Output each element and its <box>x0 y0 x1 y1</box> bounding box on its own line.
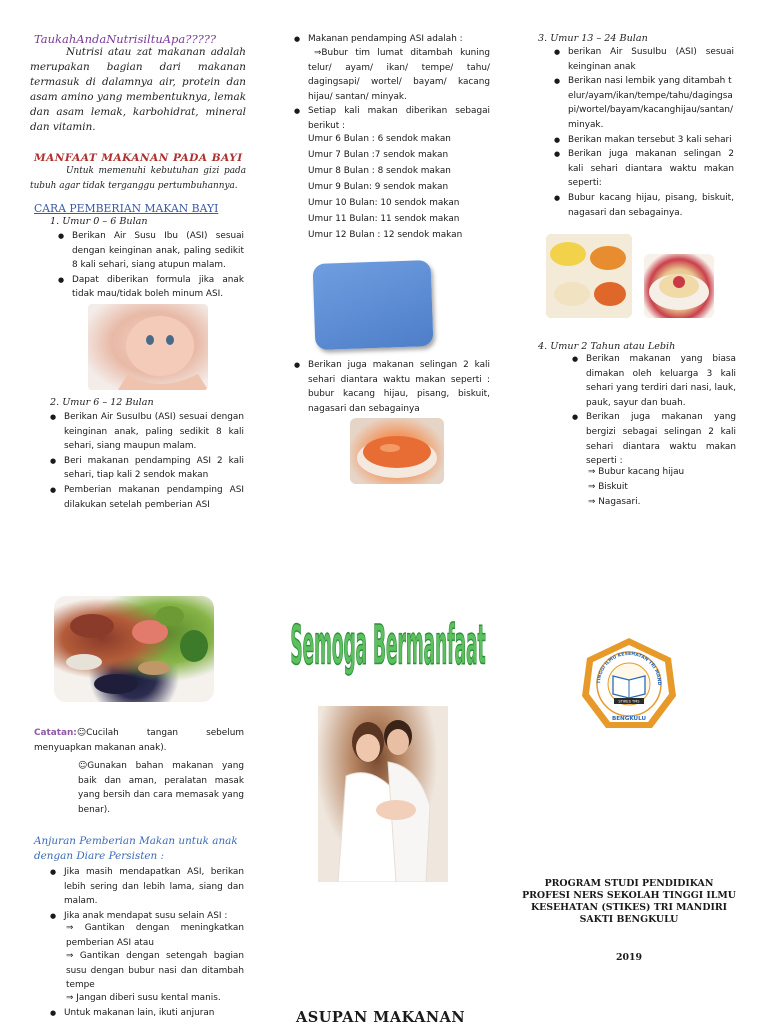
dessert-bowl-photo <box>644 254 714 318</box>
svg-text:STIKES TMS: STIKES TMS <box>618 699 640 704</box>
list-item: ● Pemberian makanan pendamping ASI dilakukan setelah pemberian ASI <box>50 483 244 512</box>
porsi-table <box>308 131 490 243</box>
anjuran-list <box>50 865 244 923</box>
list-item: ● Berikan juga makanan selingan 2 kali sehari diantara waktu makan seperti : bubur kacang hijau, pisang, biskuit, nagasari dan sebagainya <box>294 358 490 416</box>
baby-food-collage-photo <box>546 234 632 318</box>
list-item: ● berikan Air SusuIbu (ASI) sesuai keinginan anak <box>554 45 734 74</box>
catatan-text-2: ☺Gunakan bahan makanan yang baik dan aman, peralatan masak yang bersih dan cara memasak yang benar). <box>78 761 244 815</box>
svg-text:Semoga Bermanfaat: Semoga Bermanfaat <box>290 613 486 678</box>
catatan-text-1: ☺Cucilah tangan sebelum menyuapkan makanan anak). <box>34 728 244 753</box>
catatan-block <box>34 726 244 755</box>
list-item: ● Jika masih mendapatkan ASI, berikan lebih sering dan lebih lama, siang dan malam. <box>50 865 244 909</box>
catatan-label: Catatan: <box>34 728 77 738</box>
list-item: ● Beri makanan pendamping ASI 2 kali sehari, tiap kali 2 sendok makan <box>50 454 244 483</box>
age3-heading: 3. Umur 13 – 24 Bulan <box>538 33 648 44</box>
svg-text:SEKOLAH TINGGI ILMU KESEHATAN: TINGGI ILMU KESEHATAN TRI MAND <box>596 651 662 686</box>
anjuran-sub-3: ⇒ Jangan diberi susu kental manis. <box>66 993 221 1003</box>
year-label: 2019 <box>615 952 643 963</box>
list-item: ● Dapat diberikan formula jika anak tidak mau/tidak boleh minum ASI. <box>58 273 244 302</box>
age4-list <box>572 352 736 469</box>
blue-placeholder-box <box>313 260 434 350</box>
list-item: ● Berikan makan tersebut 3 kali sehari <box>554 133 734 148</box>
age1-heading: 1. Umur 0 – 6 Bulan <box>50 216 148 227</box>
brochure-cover-title: ASUPAN MAKANAN <box>296 1009 466 1024</box>
age4-sub-2: ⇒ Biskuit <box>588 482 628 492</box>
arrow-icon: ⇒ <box>66 923 85 933</box>
list-item: ● Berikan juga makanan yang bergizi sebagai selingan 2 kali sehari diantara waktu makan seperti : <box>572 410 736 468</box>
list-item: Umur 11 Bulan: 11 sendok makan <box>308 214 460 224</box>
list-item: ● Setiap kali makan diberikan sebagai berikut : <box>294 104 490 133</box>
intro-paragraph: Nutrisi atau zat makanan adalah merupakan bagian dari makanan termasuk di dalamnya air, protein dan asam amino yang membentuknya, lemak dan asam lemak, karbohidrat, mineral dan vitamin. <box>30 46 246 133</box>
porridge-photo <box>350 418 444 484</box>
manfaat-heading: MANFAAT MAKANAN PADA BAYI <box>34 152 243 164</box>
mother-father-baby-photo <box>318 706 448 882</box>
list-item: Umur 9 Bulan: 9 sendok makan <box>308 182 449 192</box>
selingan-list <box>294 358 490 416</box>
list-item: Umur 12 Bulan : 12 sendok makan <box>308 230 463 240</box>
list-item: ● Makanan pendamping ASI adalah : <box>294 32 490 47</box>
age4-sub-1: ⇒ Bubur kacang hijau <box>588 467 685 477</box>
age3-list <box>554 45 734 220</box>
list-item: ● Berikan nasi lembik yang ditambah telur/ayam/ikan/tempe/tahu/dagingsapi/wortel/bayam/kacanghijau/santan/minyak. <box>554 74 734 132</box>
age1-list <box>58 229 244 302</box>
arrow-icon: ⇒ <box>66 993 77 1003</box>
healthy-food-photo <box>54 596 214 702</box>
mp-asi-list <box>294 32 490 47</box>
list-item: ● Bubur kacang hijau, pisang, biskuit, nagasari dan sebagainya. <box>554 191 734 220</box>
list-item: Umur 6 Bulan : 6 sendok makan <box>308 134 451 144</box>
list-item: ● Berikan makanan yang biasa dimakan oleh keluarga 3 kali sehari yang terdiri dari nasi, lauk, pauk, sayur dan buah. <box>572 352 736 410</box>
arrow-icon: ⇒ <box>66 951 80 961</box>
age2-heading: 2. Umur 6 – 12 Bulan <box>50 397 154 408</box>
age4-heading: 4. Umur 2 Tahun atau Lebih <box>538 341 676 352</box>
stikes-logo <box>580 636 678 734</box>
list-item: ● Berikan Air Susu Ibu (ASI) sesuai dengan keinginan anak, paling sedikit 8 kali sehari, siang atupun malam. <box>58 229 244 273</box>
list-item: ● Untuk makanan lain, ikuti anjuran <box>50 1006 244 1021</box>
list-item: Umur 10 Bulan: 10 sendok makan <box>308 198 460 208</box>
age2-list <box>50 410 244 512</box>
list-item: ● Berikan Air SusuIbu (ASI) sesuai dengan keinginan anak, paling sedikit 8 kali sehari, siang maupun malam. <box>50 410 244 454</box>
list-item: ● Berikan juga makanan selingan 2 kali sehari diantara waktu makan seperti: <box>554 147 734 191</box>
list-item: ● Jika anak mendapat susu selain ASI : <box>50 909 244 924</box>
anjuran-sub-2: ⇒ Gantikan dengan setengah bagian susu dengan bubur nasi dan ditambah tempe <box>66 951 244 991</box>
mp-asi-detail: ⇒Bubur tim lumat ditambah kuning telur/ ayam/ ikan/ tempe/ tahu/ dagingsapi/ wortel/ bayam/ kacang hijau/ santan/ minyak. <box>308 48 490 102</box>
list-item: Umur 8 Bulan : 8 sendok makan <box>308 166 451 176</box>
manfaat-text: Untuk memenuhi kebutuhan gizi pada tubuh agar tidak terganggu pertumbuhannya. <box>30 166 246 191</box>
anjuran-heading: Anjuran Pemberian Makan untuk anak dengan Diare Persisten : <box>34 835 238 862</box>
anjuran-list-2 <box>50 1006 244 1021</box>
svg-text:BENGKULU: BENGKULU <box>611 716 647 722</box>
anjuran-sub-1: ⇒ Gantikan dengan meningkatkan pemberian ASI atau <box>66 923 244 948</box>
porsi-list <box>294 104 490 133</box>
cara-heading: CARA PEMBERIAN MAKAN BAYI <box>34 202 219 215</box>
list-item: Umur 7 Bulan :7 sendok makan <box>308 150 449 160</box>
wordart-closing <box>290 592 486 684</box>
age4-sub-3: ⇒ Nagasari. <box>588 497 641 507</box>
program-name: PROGRAM STUDI PENDIDIKAN PROFESI NERS SEKOLAH TINGGI ILMU KESEHATAN (STIKES) TRI MANDIRI SAKTI BENGKULU <box>522 878 736 925</box>
baby-photo <box>88 304 208 390</box>
brochure-title: TaukahAndaNutrisiltuApa????? <box>34 32 217 46</box>
